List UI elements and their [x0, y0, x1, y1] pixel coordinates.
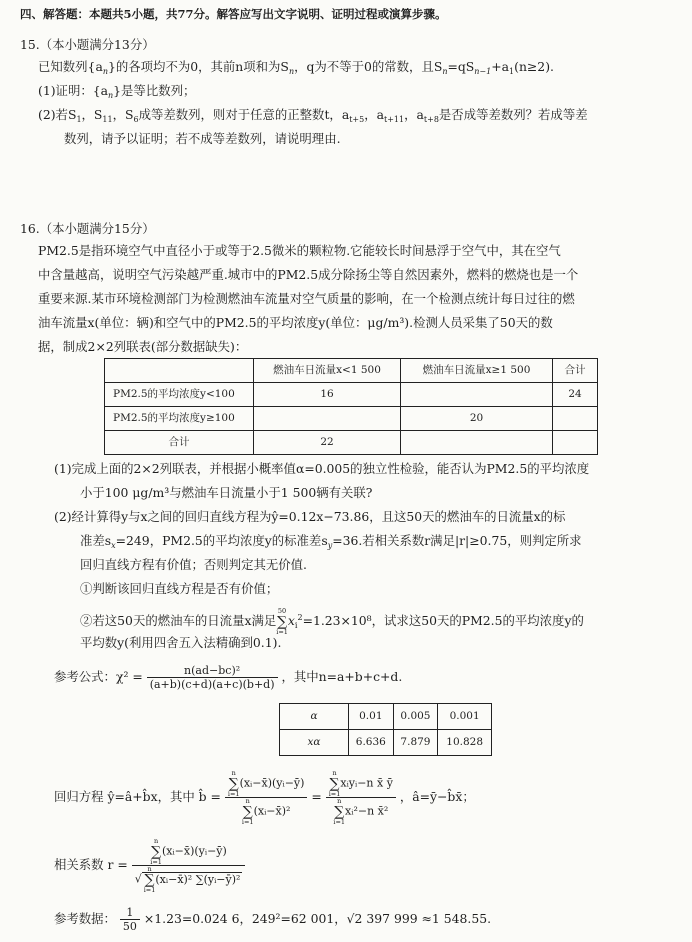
table-cell: 0.001: [438, 704, 492, 730]
table-cell: [553, 431, 598, 455]
correlation-formula: 相关系数 r = n ∑ i=1(xᵢ−x̄)(yᵢ−ȳ) √n ∑ i=1(xᵢ−x̄)² ∑(yᵢ−ȳ)²: [54, 838, 245, 893]
q15-part2: (2)若$S_1$，$S_{11}$，$S_6$成等差数列，则对于任意的正整数t，$a_{t+5}$，$a_{t+11}$，$a_{t+8}$是否成等差数列？若成等差: [38, 107, 588, 124]
q16-subpart-ii: ②若这50天的燃油车的日流量x满足50 ∑ $i=1x_i^2=1.23\times 10^8$，试求这50天的PM2.5的平均浓度y的: [80, 607, 584, 636]
q16-heading: 16.（本小题满分15分）: [20, 221, 155, 236]
table-row: [280, 704, 492, 730]
table-row-label: PM2.5的平均浓度y≥100: [105, 407, 254, 431]
q16-subpart-i: ①判断该回归直线方程是否有价值；: [80, 581, 279, 596]
table-cell: 10.828: [438, 730, 492, 756]
table-cell: [401, 383, 553, 407]
table-cell: 16: [254, 383, 401, 407]
table-row-label: 合计: [105, 431, 254, 455]
q16-para-line: 据，制成2×2列联表(部分数据缺失)：: [38, 339, 248, 354]
sum-symbol: 50 ∑ i=1: [276, 607, 288, 636]
table-cell: 20: [401, 407, 553, 431]
contingency-table: [104, 358, 598, 455]
x-alpha-label: xα: [280, 730, 349, 756]
table-cell: 0.005: [393, 704, 438, 730]
q16-para-line: 油车流量x(单位：辆)和空气中的PM2.5的平均浓度y(单位：μg/m³).检测人员采集了50天的数: [38, 315, 553, 330]
q16-subpart-ii-cont: 平均数y(利用四舍五入法精确到0.1).: [80, 635, 282, 650]
chi-square-fraction: $\frac{\text{n(ad−bc)²}}{(a+b)(c+d)(a+c)(b+d)}$: [147, 664, 278, 691]
q15-part2-cont: 数列，请予以证明；若不成等差数列，请说明理由.: [64, 131, 341, 146]
table-cell: 0.01: [349, 704, 394, 730]
table-cell: 6.636: [349, 730, 394, 756]
q15-part1: (1)证明：$\{a_n\}$是等比数列；: [38, 83, 196, 100]
chi-square-formula: 参考公式：χ² = $\frac{\text{n(ad−bc)²}}{(a+b)(c+d)(a+c)(b+d)}$ ，其中n=a+b+c+d.: [54, 664, 403, 692]
table-row: [280, 730, 492, 756]
q16-para-line: PM2.5是指环境空气中直径小于或等于2.5微米的颗粒物.它能较长时间悬浮于空气中，其在空气: [38, 243, 561, 258]
table-header-cell: 燃油车日流量x≥1 500: [401, 359, 553, 383]
table-row: [105, 383, 598, 407]
alpha-label: α: [280, 704, 349, 730]
table-row: [105, 359, 598, 383]
regression-formula: 回归方程 ŷ=â+b̂x，其中 b̂ = n ∑ i=1(xᵢ−x̄)(yᵢ−ȳ) n ∑ i=1(xᵢ−x̄)² = n ∑ i=1xᵢyᵢ−n x̄ ȳ n ∑ i=1xᵢ²−n x̄² ，â=ȳ−b̂x̄；: [54, 769, 475, 826]
q16-part1: (1)完成上面的2×2列联表，并根据小概率值α=0.005的独立性检验，能否认为PM2.5的平均浓度: [54, 461, 590, 476]
q16-para-line: 中含量越高，说明空气污染越严重.城市中的PM2.5成分除扬尘等自然因素外，燃料的燃烧也是一个: [38, 267, 579, 282]
table-header-cell: 燃油车日流量x<1 500: [254, 359, 401, 383]
q16-para-line: 重要来源.某市环境检测部门为检测燃油车流量对空气质量的影响，在一个检测点统计每日过往的燃: [38, 291, 575, 306]
table-cell: [553, 407, 598, 431]
table-cell: [401, 431, 553, 455]
reference-fraction: $\frac{1}{50}$: [120, 906, 140, 933]
regression-fraction-1: n ∑ i=1(xᵢ−x̄)(yᵢ−ȳ) n ∑ i=1(xᵢ−x̄)²: [225, 770, 308, 825]
regression-fraction-2: n ∑ i=1xᵢyᵢ−n x̄ ȳ n ∑ i=1xᵢ²−n x̄²: [326, 770, 396, 825]
reference-data: 参考数据： $\frac{1}{50}$ ×1.23=0.024 6，249²=62 001，√2 397 999 ≈1 548.55.: [54, 906, 492, 934]
table-cell: [254, 407, 401, 431]
critical-value-table: [279, 703, 492, 756]
q15-heading: 15.（本小题满分13分）: [20, 37, 155, 52]
correlation-fraction: n ∑ i=1(xᵢ−x̄)(yᵢ−ȳ) √n ∑ i=1(xᵢ−x̄)² ∑(yᵢ−ȳ)²: [132, 838, 246, 893]
table-cell: [105, 359, 254, 383]
section-header: 四、解答题：本题共5小题，共77分。解答应写出文字说明、证明过程或演算步骤。: [20, 7, 447, 21]
q15-stem: 已知数列$\{a_n\}$的各项均不为0，其前n项和为$S_n$，q为不等于0的常数，且$S_n=qS_{n-1}+a_1(n\ge 2)$.: [38, 59, 554, 76]
table-cell: 7.879: [393, 730, 438, 756]
table-row: [105, 431, 598, 455]
q16-part2-line2: 准差$s_x=249$，PM2.5的平均浓度y的标准差$s_y=36$.若相关系数r满足|r|≥0.75，则判定所求: [80, 533, 582, 550]
table-cell: 22: [254, 431, 401, 455]
table-header-cell: 合计: [553, 359, 598, 383]
table-cell: 24: [553, 383, 598, 407]
q16-part1-cont: 小于100 μg/m³与燃油车日流量小于1 500辆有关联?: [80, 485, 373, 500]
table-row: [105, 407, 598, 431]
q16-part2: (2)经计算得y与x之间的回归直线方程为ŷ=0.12x−73.86，且这50天的燃油车的日流量x的标: [54, 509, 566, 524]
table-row-label: PM2.5的平均浓度y<100: [105, 383, 254, 407]
q16-part2-line3: 回归直线方程有价值；否则判定其无价值.: [80, 557, 307, 572]
